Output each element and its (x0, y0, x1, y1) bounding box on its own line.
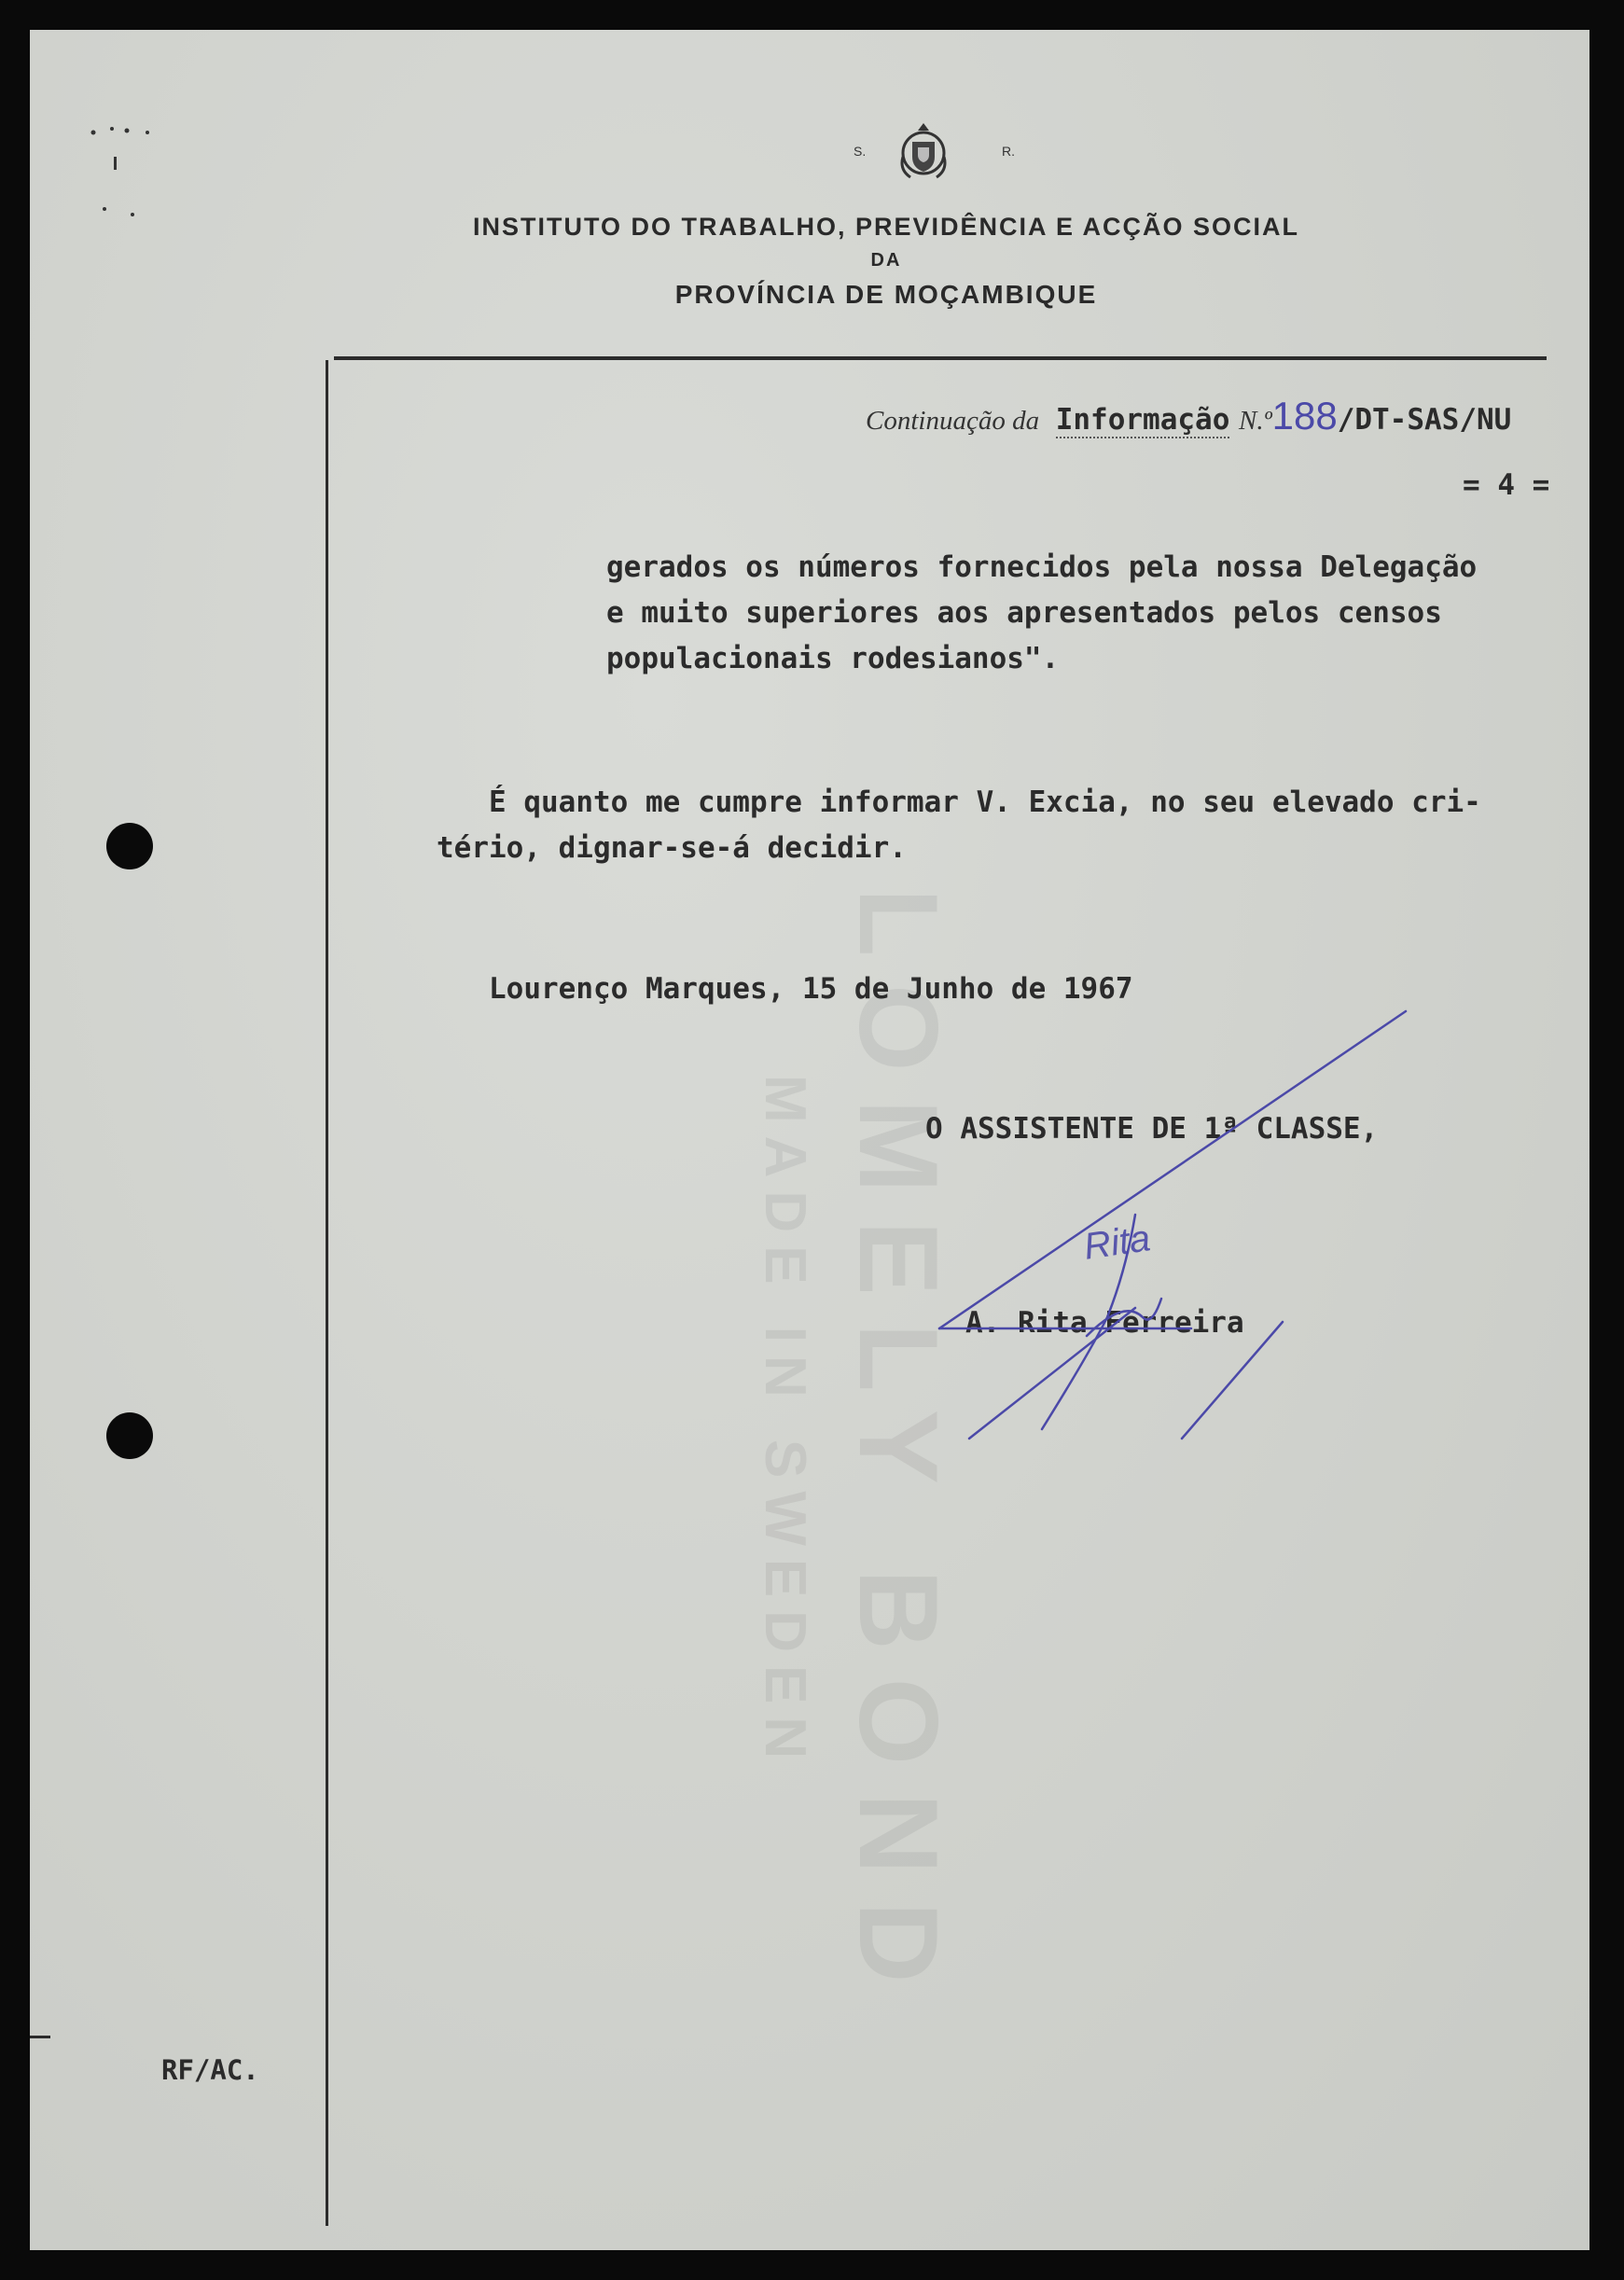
margin-rule (326, 360, 328, 2226)
closing-line-2: tério, dignar-se-á decidir. (437, 831, 907, 865)
header-da: DA (870, 250, 902, 271)
continuation-doc-type: Informação (1055, 403, 1230, 437)
header-rule (334, 356, 1547, 360)
edge-mark (30, 2036, 50, 2038)
emblem-letter-right: R. (1002, 144, 1015, 159)
watermark-brand: LOMELY BOND (836, 888, 961, 2011)
quote-line-1: gerados os números fornecidos pela nossa Delegação (606, 550, 1478, 584)
continuation-label: Continuação da (866, 406, 1040, 436)
binder-hole-top (106, 823, 153, 869)
continuation-suffix: /DT-SAS/NU (1337, 403, 1512, 437)
footer-initials: RF/AC. (161, 2054, 259, 2086)
signatory-name: A. Rita Ferreira (965, 1306, 1244, 1340)
page-number: = 4 = (1463, 468, 1550, 502)
signatory-title: O ASSISTENTE DE 1ª CLASSE, (925, 1112, 1379, 1146)
coat-of-arms-icon (897, 119, 950, 185)
continuation-number-label: N.º (1239, 406, 1272, 436)
quote-line-3: populacionais rodesianos". (606, 642, 1060, 675)
header-province: PROVÍNCIA DE MOÇAMBIQUE (674, 280, 1098, 309)
signature: Rita (1081, 1217, 1153, 1268)
continuation-number: 188 (1271, 394, 1338, 438)
binder-hole-bottom (106, 1412, 153, 1459)
quote-line-2: e muito superiores aos apresentados pelos censos (606, 596, 1442, 630)
continuation-line (866, 394, 1511, 438)
watermark-origin: MADE IN SWEDEN (753, 1075, 817, 1773)
header-institute: INSTITUTO DO TRABALHO, PREVIDÊNCIA E ACÇÃO SOCIAL (472, 213, 1300, 241)
paper-specks (86, 101, 198, 241)
document-page (30, 30, 1589, 2250)
place-date: Lourenço Marques, 15 de Junho de 1967 (489, 972, 1133, 1006)
emblem-letter-left: S. (854, 144, 867, 159)
signature-strokes (902, 1000, 1424, 1485)
closing-line-1: É quanto me cumpre informar V. Excia, no seu elevado cri- (489, 785, 1481, 819)
